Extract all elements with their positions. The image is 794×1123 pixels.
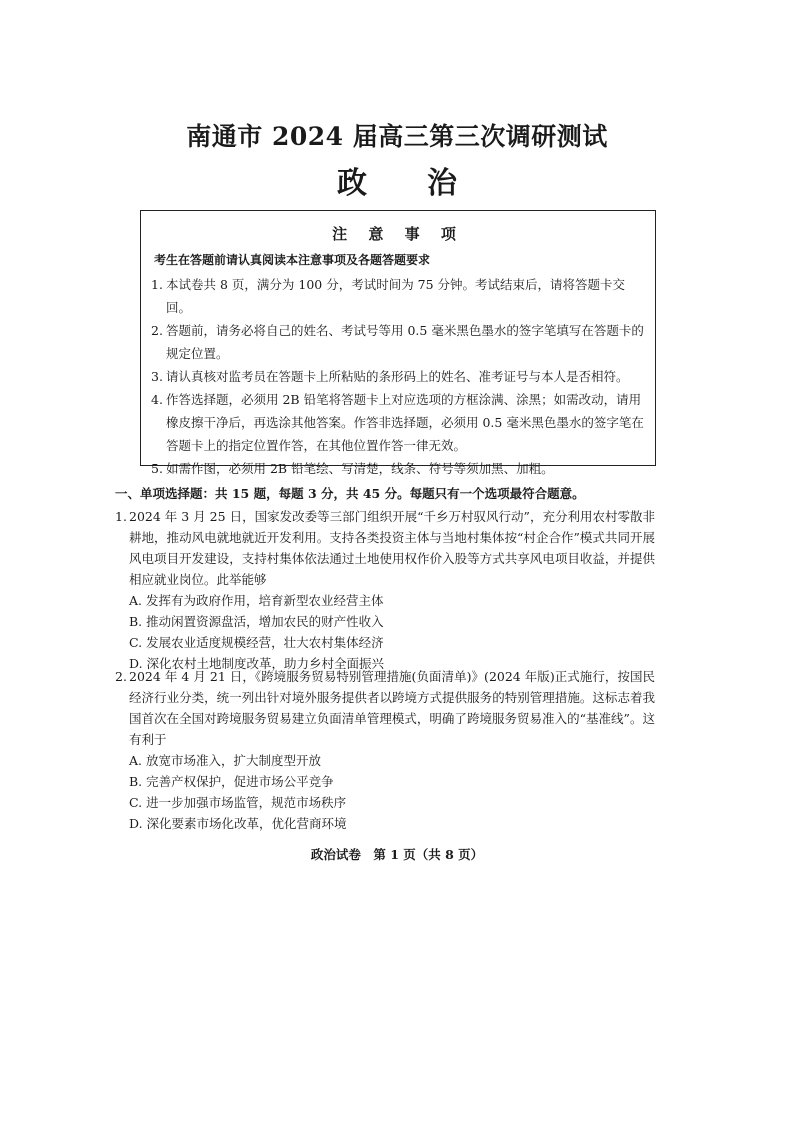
option-list (129, 750, 655, 834)
question-stem (115, 506, 655, 590)
option-c: C. 发展农业适度规模经营，壮大农村集体经济 (129, 635, 384, 650)
option-b: B. 推动闲置资源盘活，增加农民的财产性收入 (129, 614, 384, 629)
notice-item (151, 273, 646, 319)
notice-item (151, 365, 646, 388)
question-text: 2024 年 4 月 21 日，《跨境服务贸易特别管理措施(负面清单)》(2024 年版)正式施行，按国民经济行业分类，统一列出针对境外服务提供者以跨境方式提供服务的特别管理措施。这标志着我国首次在全国对跨境服务贸易建立负面清单管理模式，明确了跨境服务贸易准入的“基准线”。这有利于 (129, 669, 655, 747)
subject-heading (0, 158, 794, 202)
section-heading: 一、单项选择题：共 15 题，每题 3 分，共 45 分。每题只有一个选项最符合题意。 (115, 486, 585, 501)
question-text: 2024 年 3 月 25 日，国家发改委等三部门组织开展“千乡万村驭风行动”，充分利用农村零散非耕地，推动风电就地就近开发利用。支持各类投资主体与当地村集体按“村企合作”模式共同开展风电项目开发建设，支持村集体依法通过土地使用权作价入股等方式共享风电项目收益，并提供相应就业岗位。此举能够 (129, 509, 655, 587)
notice-item (151, 388, 646, 457)
notice-item-number: 5. (151, 461, 163, 476)
notice-item-text: 本试卷共 8 页，满分为 100 分，考试时间为 75 分钟。考试结束后，请将答题卡交回。 (166, 277, 626, 315)
subject-char-1: 政 (337, 166, 367, 201)
option-d: D. 深化农村土地制度改革，助力乡村全面振兴 (129, 656, 385, 671)
question-1 (115, 506, 655, 674)
notice-list (151, 273, 646, 480)
question-2 (115, 666, 655, 834)
notice-item (151, 319, 646, 365)
question-number: 1. (115, 509, 127, 524)
page-footer: 政治试卷 第 1 页（共 8 页） (310, 847, 484, 862)
notice-intro: 考生在答题前请认真阅读本注意事项及各题答题要求 (154, 253, 431, 267)
option-a: A. 放宽市场准入，扩大制度型开放 (129, 753, 321, 768)
notice-item (151, 457, 646, 480)
question-stem (115, 666, 655, 750)
option-b: B. 完善产权保护，促进市场公平竞争 (129, 774, 334, 789)
question-number: 2. (115, 669, 127, 684)
subject-char-2: 治 (427, 166, 457, 201)
notice-item-text: 作答选择题，必须用 2B 铅笔将答题卡上对应选项的方框涂满、涂黑；如需改动，请用橡皮擦干净后，再选涂其他答案。作答非选择题，必须用 0.5 毫米黑色墨水的签字笔在答题卡上的指定位置作答，在其他位置作答一律无效。 (166, 392, 644, 453)
notice-item-text: 答题前，请务必将自己的姓名、考试号等用 0.5 毫米黑色墨水的签字笔填写在答题卡的规定位置。 (166, 323, 644, 361)
option-d: D. 深化要素市场化改革，优化营商环境 (129, 816, 347, 831)
notice-item-number: 3. (151, 369, 163, 384)
notice-item-number: 1. (151, 277, 163, 292)
notice-box (140, 210, 656, 476)
notice-item-number: 4. (151, 392, 163, 407)
option-a: A. 发挥有为政府作用，培育新型农业经营主体 (129, 593, 384, 608)
option-c: C. 进一步加强市场监管，规范市场秩序 (129, 795, 347, 810)
option-list (129, 590, 655, 674)
exam-title: 南通市 2024 届高三第三次调研测试 (186, 122, 608, 151)
notice-title: 注 意 事 项 (332, 225, 464, 243)
notice-item-text: 如需作图，必须用 2B 铅笔绘、写清楚，线条、符号等须加黑、加粗。 (166, 461, 554, 476)
notice-item-text: 请认真核对监考员在答题卡上所粘贴的条形码上的姓名、准考证号与本人是否相符。 (166, 369, 629, 384)
notice-item-number: 2. (151, 323, 163, 338)
